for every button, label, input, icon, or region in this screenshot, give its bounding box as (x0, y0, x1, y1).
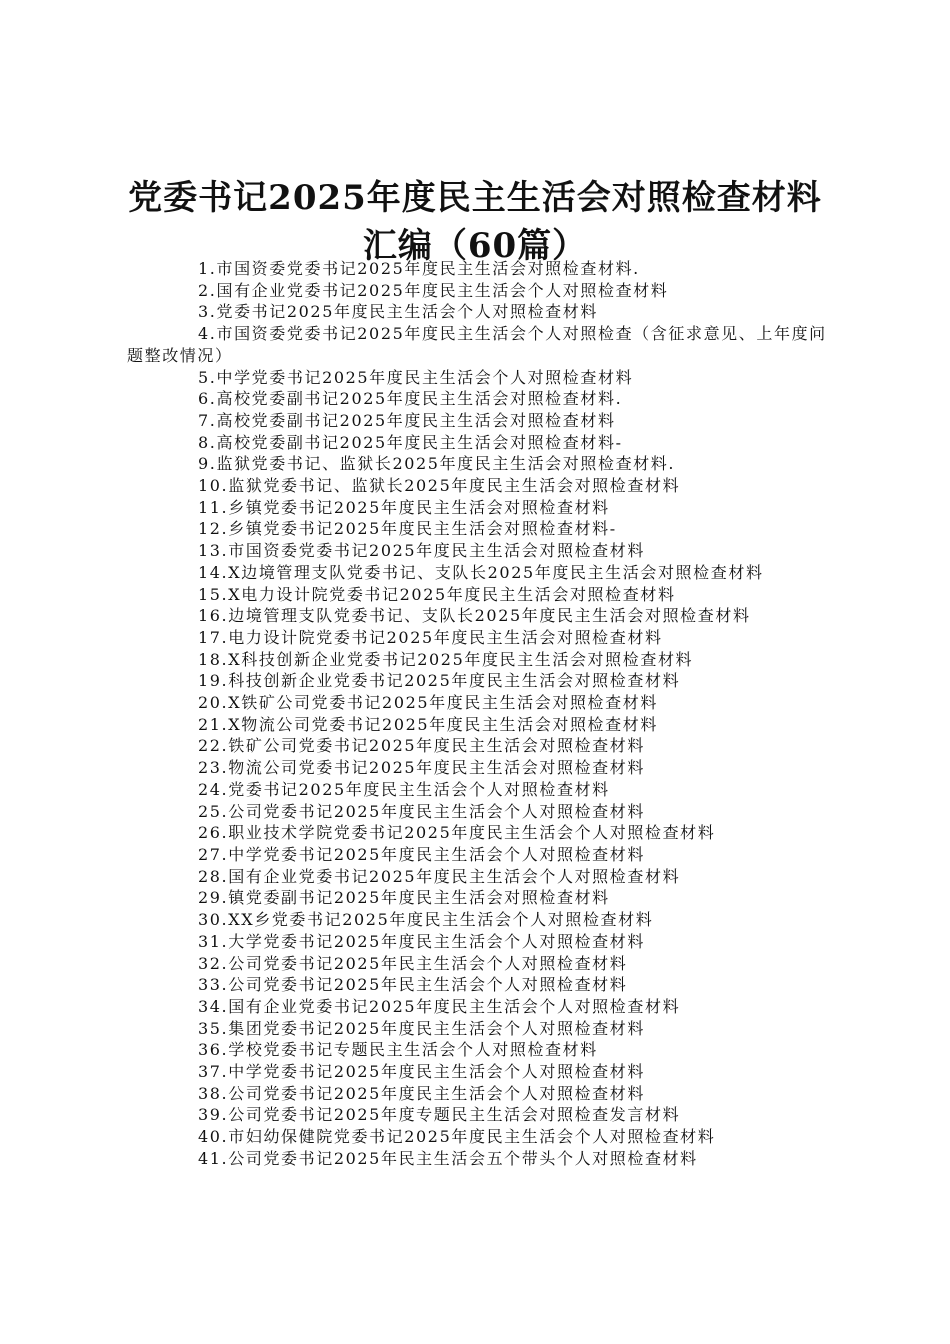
toc-item: 31.大学党委书记2025年度民主生活会个人对照检查材料 (198, 931, 645, 951)
toc-item: 20.X铁矿公司党委书记2025年度民主生活会对照检查材料 (198, 693, 658, 713)
toc-item: 6.高校党委副书记2025年度民主生活会对照检查材料. (198, 389, 623, 409)
table-of-contents (127, 258, 842, 1170)
toc-item: 27.中学党委书记2025年度民主生活会个人对照检查材料 (198, 844, 645, 864)
toc-item: 28.国有企业党委书记2025年度民主生活会个人对照检查材料 (198, 866, 681, 886)
toc-item: 29.镇党委副书记2025年度民主生活会对照检查材料 (198, 888, 610, 908)
toc-item: 37.中学党委书记2025年度民主生活会个人对照检查材料 (198, 1062, 645, 1082)
toc-item: 32.公司党委书记2025年民主生活会个人对照检查材料 (198, 953, 628, 973)
toc-item: 5.中学党委书记2025年度民主生活会个人对照检查材料 (198, 367, 634, 387)
toc-item: 1.市国资委党委书记2025年度民主生活会对照检查材料. (198, 259, 640, 278)
document-title-line-2: 汇编（60篇） (362, 226, 588, 266)
toc-item: 40.市妇幼保健院党委书记2025年度民主生活会个人对照检查材料 (198, 1127, 716, 1147)
toc-item: 19.科技创新企业党委书记2025年度民主生活会对照检查材料 (198, 671, 681, 691)
toc-item: 24.党委书记2025年度民主生活会个人对照检查材料 (198, 779, 610, 799)
toc-item: 36.学校党委书记专题民主生活会个人对照检查材料 (198, 1040, 598, 1060)
toc-item: 33.公司党委书记2025年民主生活会个人对照检查材料 (198, 975, 628, 995)
toc-item: 4.市国资委党委书记2025年度民主生活会个人对照检查（含征求意见、上年度问题整改情况） (127, 324, 827, 365)
toc-item: 38.公司党委书记2025年度民主生活会个人对照检查材料 (198, 1083, 645, 1103)
toc-item: 9.监狱党委书记、监狱长2025年度民主生活会对照检查材料. (198, 454, 676, 474)
toc-item: 34.国有企业党委书记2025年度民主生活会个人对照检查材料 (198, 996, 681, 1016)
toc-item: 13.市国资委党委书记2025年度民主生活会对照检查材料 (198, 541, 645, 561)
toc-item: 15.X电力设计院党委书记2025年度民主生活会对照检查材料 (198, 584, 676, 604)
toc-item: 11.乡镇党委书记2025年度民主生活会对照检查材料 (198, 497, 610, 517)
toc-item: 2.国有企业党委书记2025年度民主生活会个人对照检查材料 (198, 280, 669, 300)
toc-item: 10.监狱党委书记、监狱长2025年度民主生活会对照检查材料 (198, 476, 681, 496)
document-title-line-1: 党委书记2025年度民主生活会对照检查材料 (128, 178, 822, 218)
toc-item: 7.高校党委副书记2025年度民主生活会对照检查材料 (198, 410, 616, 430)
toc-item: 22.铁矿公司党委书记2025年度民主生活会对照检查材料 (198, 736, 645, 756)
toc-item: 23.物流公司党委书记2025年度民主生活会对照检查材料 (198, 758, 645, 778)
toc-item: 41.公司党委书记2025年民主生活会五个带头个人对照检查材料 (198, 1148, 698, 1168)
toc-item: 12.乡镇党委书记2025年度民主生活会对照检查材料- (198, 519, 617, 539)
toc-item: 30.XX乡党委书记2025年度民主生活会个人对照检查材料 (198, 910, 654, 930)
toc-item: 21.X物流公司党委书记2025年度民主生活会对照检查材料 (198, 714, 658, 734)
toc-item: 26.职业技术学院党委书记2025年度民主生活会个人对照检查材料 (198, 823, 716, 843)
toc-item: 39.公司党委书记2025年度专题民主生活会对照检查发言材料 (198, 1105, 681, 1125)
toc-item: 3.党委书记2025年度民主生活会个人对照检查材料 (198, 302, 598, 322)
toc-item: 18.X科技创新企业党委书记2025年度民主生活会对照检查材料 (198, 649, 694, 669)
toc-item: 17.电力设计院党委书记2025年度民主生活会对照检查材料 (198, 627, 663, 647)
toc-item: 35.集团党委书记2025年度民主生活会个人对照检查材料 (198, 1018, 645, 1038)
toc-item: 16.边境管理支队党委书记、支队长2025年度民主生活会对照检查材料 (198, 606, 751, 626)
toc-item: 14.X边境管理支队党委书记、支队长2025年度民主生活会对照检查材料 (198, 562, 764, 582)
toc-item: 25.公司党委书记2025年度民主生活会个人对照检查材料 (198, 801, 645, 821)
toc-item: 8.高校党委副书记2025年度民主生活会对照检查材料- (198, 432, 623, 452)
